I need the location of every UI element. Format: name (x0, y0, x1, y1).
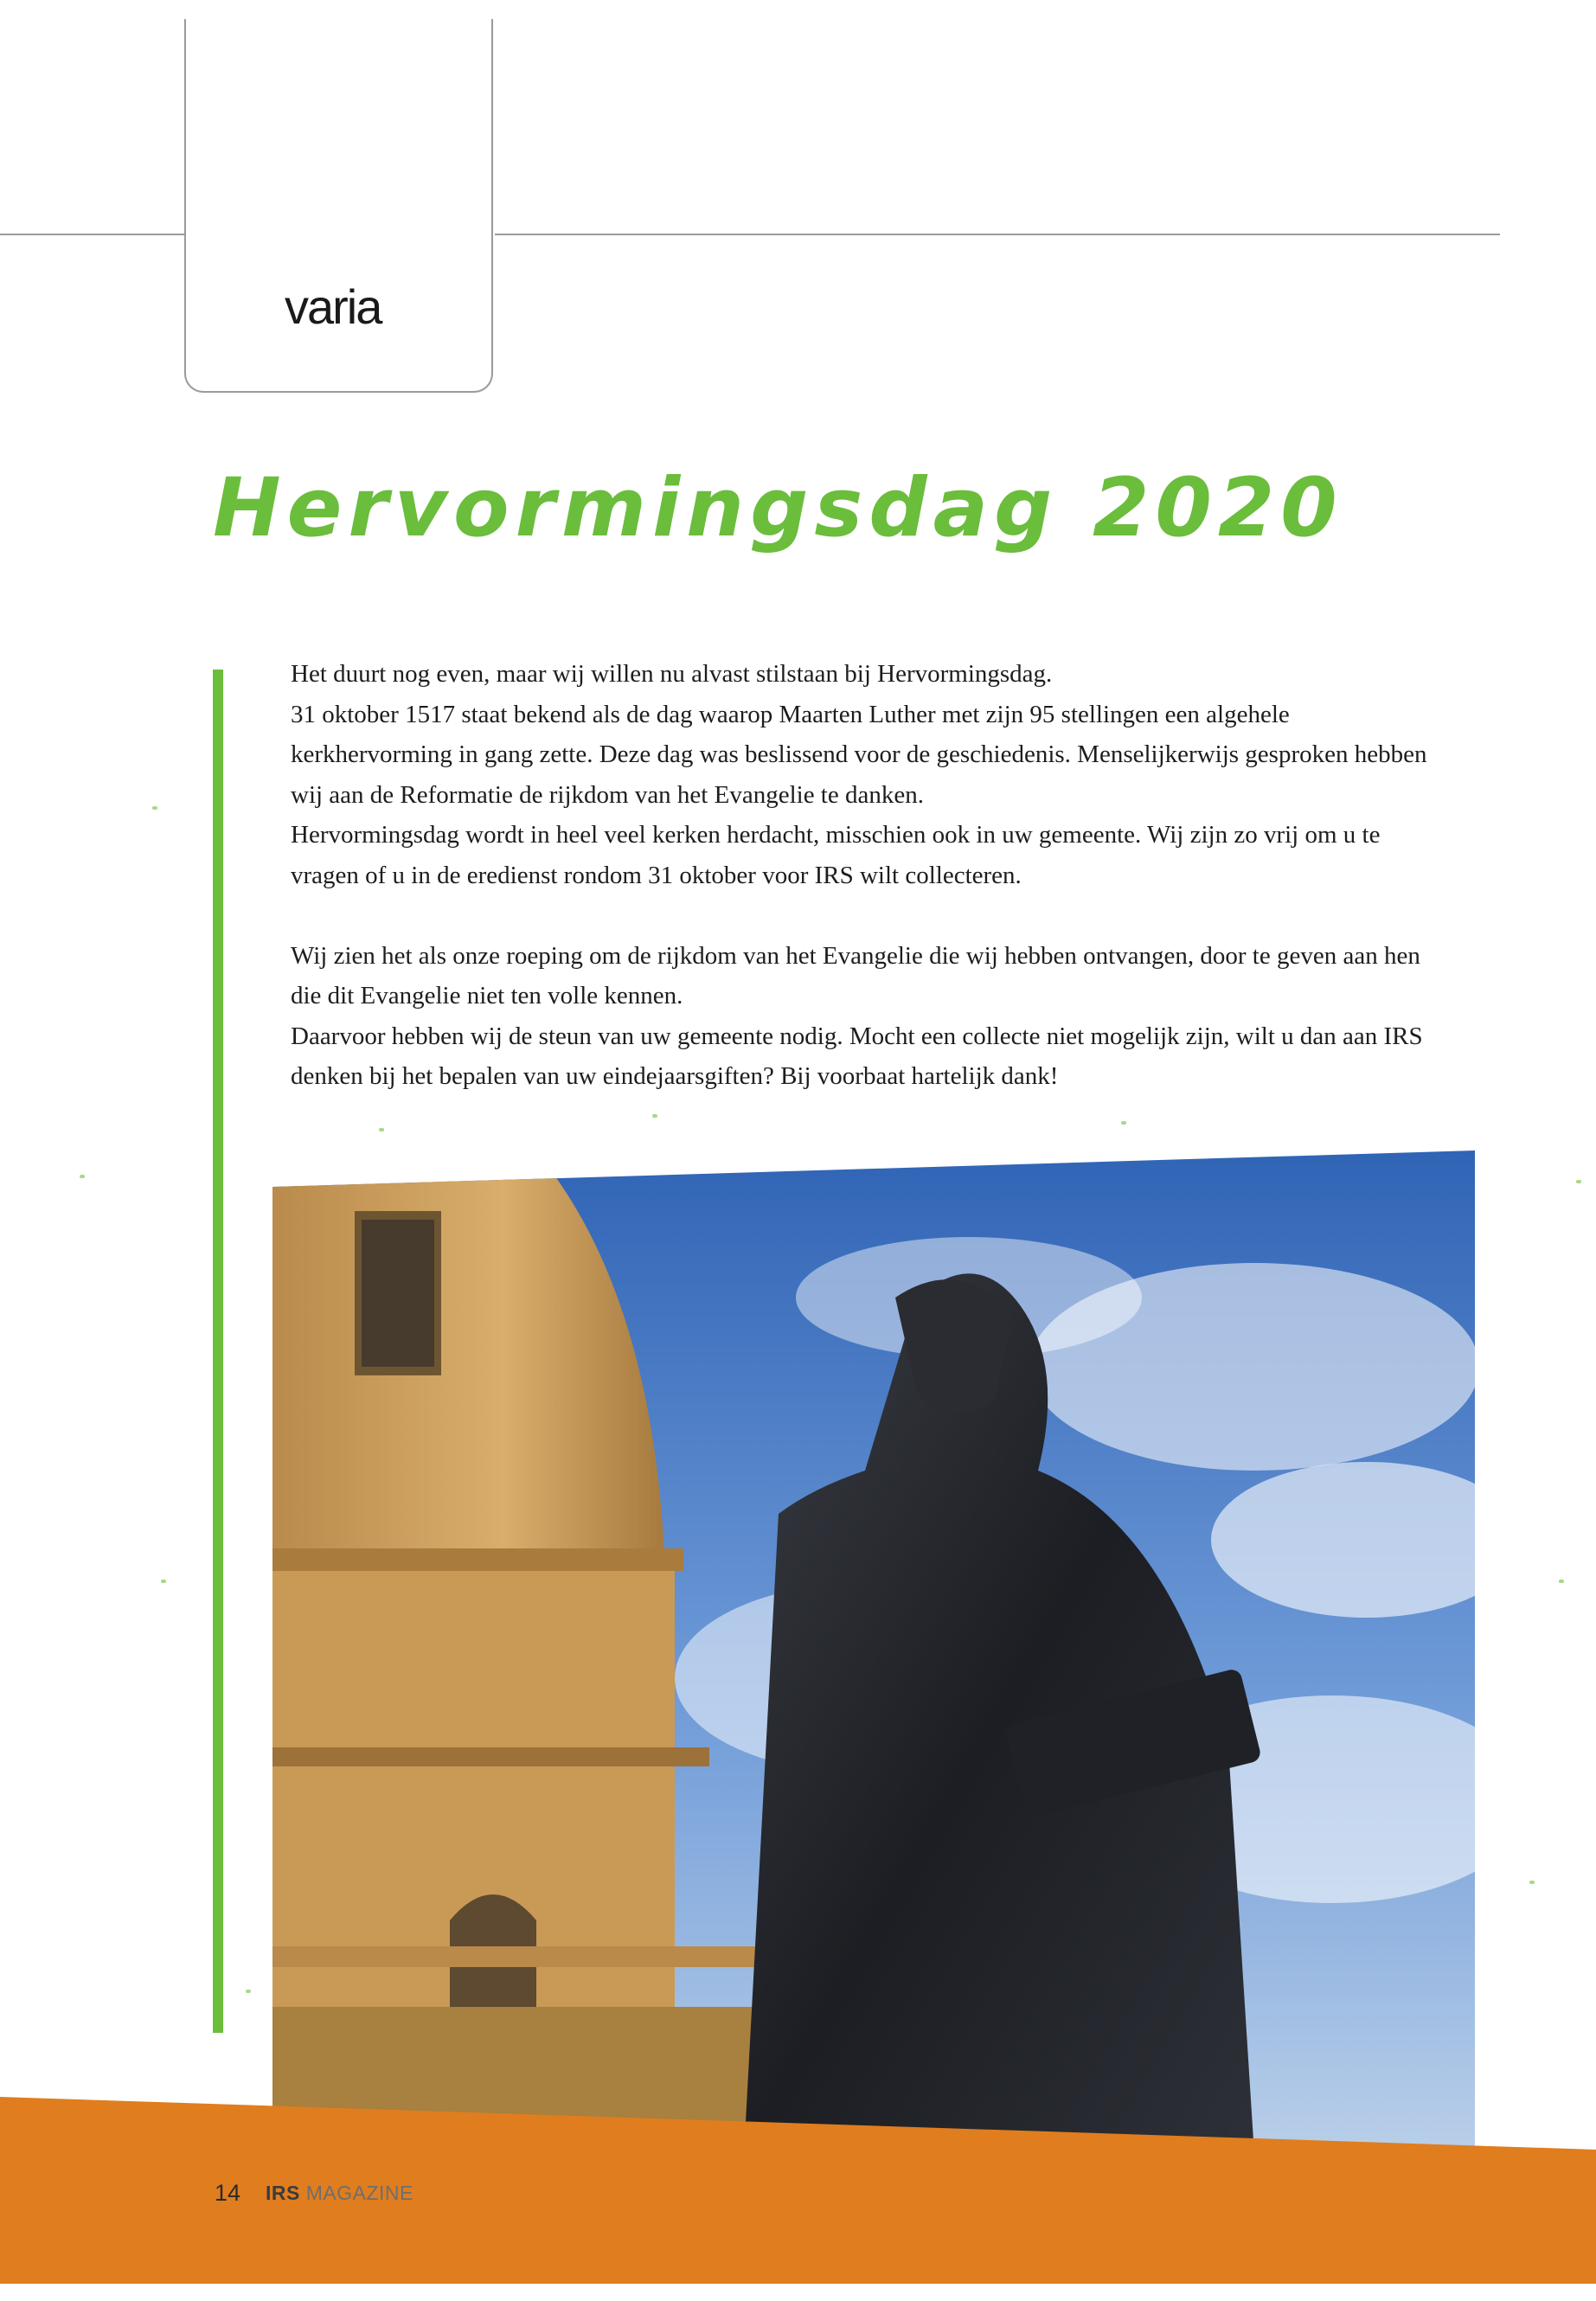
text-line: Wij zien het als onze roeping om de rijkdom van het Evangelie die wij hebben ontvangen, door te geven aan hen (291, 941, 1420, 970)
brand-magazine: MAGAZINE (305, 2182, 413, 2204)
section-label: varia (285, 279, 381, 334)
confetti-speck (379, 1128, 384, 1131)
text-line: kerkhervorming in gang zette. Deze dag was beslissend voor de geschiedenis. Menselijkerwijs gesproken hebben (291, 740, 1427, 768)
accent-bar (213, 670, 223, 2033)
section-tab (184, 19, 493, 393)
confetti-speck (246, 1990, 251, 1993)
text-line: 31 oktober 1517 staat bekend als de dag waarop Maarten Luther met zijn 95 stellingen een algehele (291, 700, 1290, 728)
text-line: denken bij het bepalen van uw eindejaarsgiften? Bij voorbaat hartelijk dank! (291, 1062, 1059, 1090)
text-line: Het duurt nog even, maar wij willen nu alvast stilstaan bij Hervormingsdag. (291, 660, 1053, 688)
article-body (291, 654, 1484, 1137)
top-rule-left (0, 234, 186, 235)
article-title: Hervormingsdag 2020 (213, 461, 1343, 555)
paragraph-1 (291, 654, 1484, 895)
luther-statue-photo (260, 1142, 1475, 2154)
top-rule-right (495, 234, 1500, 235)
text-line: die dit Evangelie niet ten volle kennen. (291, 982, 683, 1009)
text-line: Hervormingsdag wordt in heel veel kerken herdacht, misschien ook in uw gemeente. Wij zijn zo vrij om u te (291, 821, 1381, 849)
page-number: 14 (215, 2180, 241, 2206)
confetti-speck (652, 1114, 657, 1118)
confetti-speck (80, 1175, 85, 1178)
confetti-speck (1529, 1881, 1535, 1884)
magazine-brand (266, 2182, 413, 2205)
text-line: Daarvoor hebben wij de steun van uw gemeente nodig. Mocht een collecte niet mogelijk zijn, wilt u dan aan IRS (291, 1022, 1423, 1050)
confetti-speck (1576, 1180, 1581, 1183)
confetti-speck (152, 806, 157, 810)
text-line: wij aan de Reformatie de rijkdom van het Evangelie te danken. (291, 780, 924, 809)
confetti-speck (161, 1580, 166, 1583)
text-line: vragen of u in de eredienst rondom 31 oktober voor IRS wilt collecteren. (291, 861, 1022, 889)
brand-irs: IRS (266, 2182, 300, 2204)
confetti-speck (1121, 1121, 1126, 1125)
confetti-speck (1559, 1580, 1564, 1583)
paragraph-2 (291, 936, 1484, 1097)
